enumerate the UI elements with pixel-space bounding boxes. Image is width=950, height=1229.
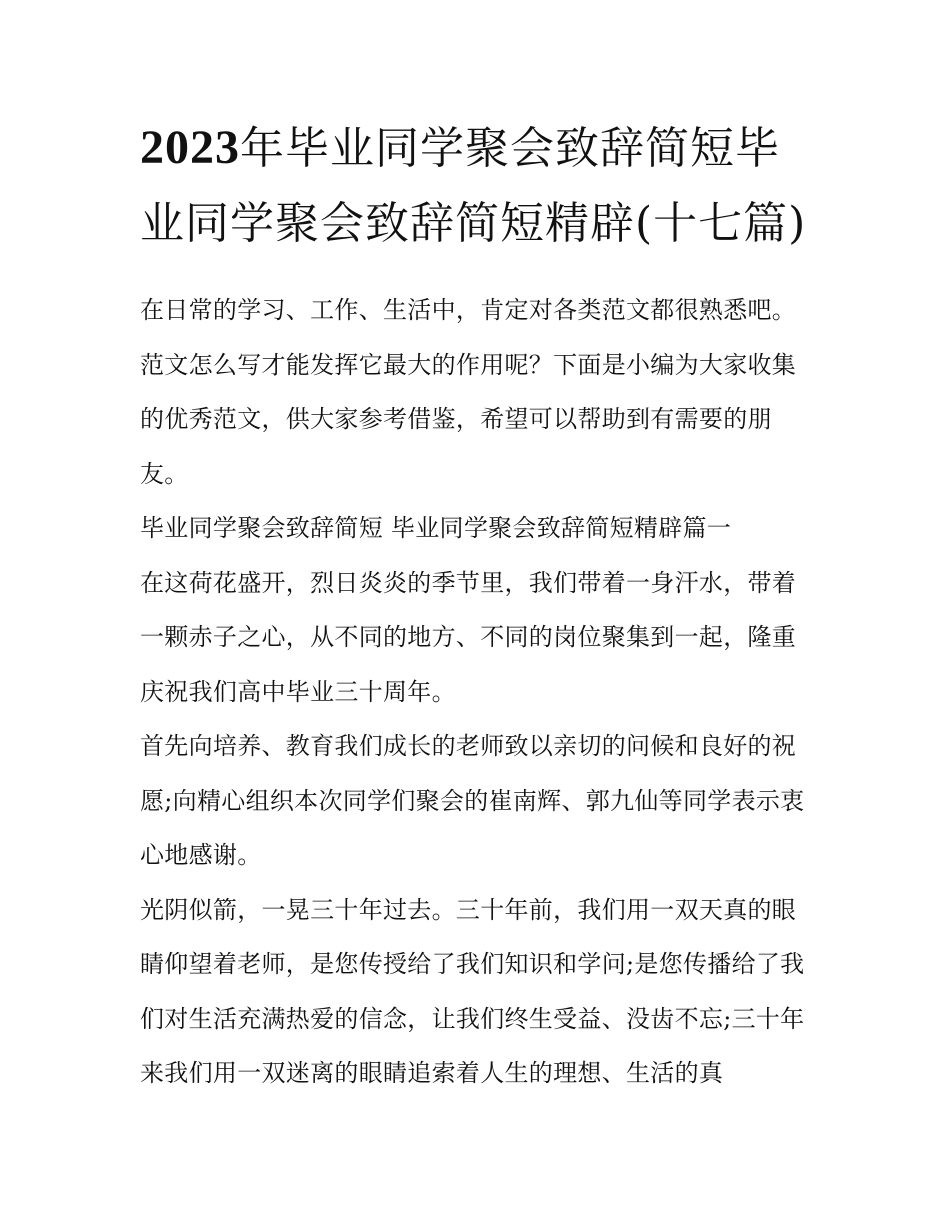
title-text: 年毕业同学聚会致辞简短毕业同学聚会致辞简短精辟(十七篇) bbox=[140, 123, 807, 249]
body-paragraph: 在这荷花盛开，烈日炎炎的季节里，我们带着一身汗水，带着一颗赤子之心，从不同的地方、不同的岗位聚集到一起，隆重庆祝我们高中毕业三十周年。 bbox=[140, 568, 797, 706]
document-body bbox=[140, 283, 820, 1101]
body-paragraph: 光阴似箭，一晃三十年过去。三十年前，我们用一双天真的眼睛仰望着老师，是您传授给了我们知识和学问;是您传播给了我们对生活充满热爱的信念，让我们终生受益、没齿不忘;三十年来我们用一双迷离的眼睛追索着人生的理想、生活的真 bbox=[140, 895, 805, 1087]
title-year: 2023 bbox=[140, 121, 240, 174]
intro-paragraph: 在日常的学习、工作、生活中，肯定对各类范文都很熟悉吧。范文怎么写才能发挥它最大的作用呢？下面是小编为大家收集的优秀范文，供大家参考借鉴，希望可以帮助到有需要的朋友。 bbox=[140, 296, 797, 488]
document-title bbox=[140, 110, 820, 261]
document-page bbox=[140, 110, 820, 1101]
body-paragraph: 首先向培养、教育我们成长的老师致以亲切的问候和良好的祝愿;向精心组织本次同学们聚会的崔南辉、郭九仙等同学表示衷心地感谢。 bbox=[140, 732, 805, 869]
section-heading: 毕业同学聚会致辞简短 毕业同学聚会致辞简短精辟篇一 bbox=[140, 514, 732, 542]
